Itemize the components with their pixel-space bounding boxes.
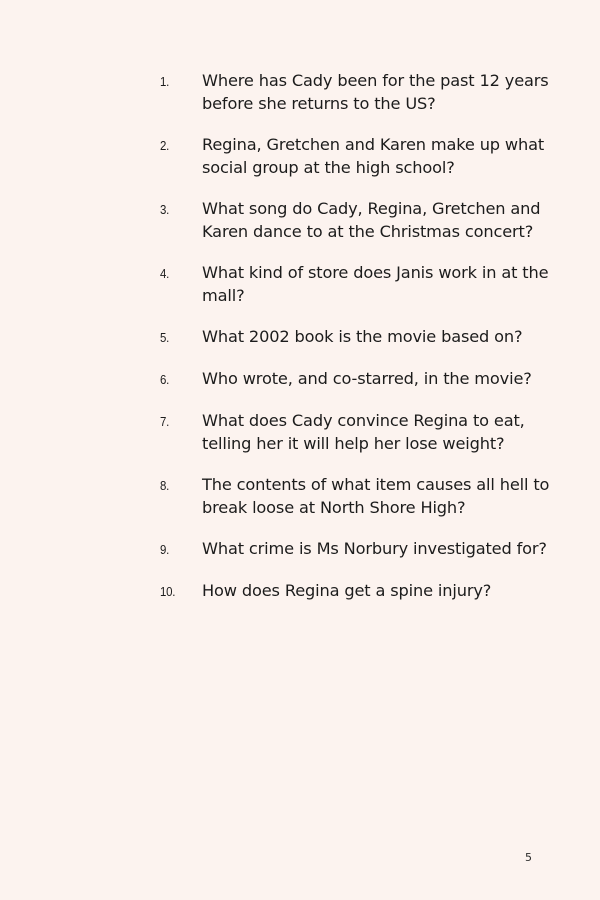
question-text: The contents of what item causes all hell to break loose at North Shore High?	[202, 475, 550, 517]
question-item	[160, 410, 550, 455]
question-item	[160, 580, 550, 603]
question-text: Who wrote, and co-starred, in the movie?	[202, 369, 532, 388]
question-text: Regina, Gretchen and Karen make up what social group at the high school?	[202, 135, 545, 177]
question-text: What does Cady convince Regina to eat, telling her it will help her lose weight?	[202, 411, 525, 453]
question-number: 1.	[160, 74, 170, 89]
question-text: Where has Cady been for the past 12 years before she returns to the US?	[202, 71, 549, 113]
question-list	[160, 70, 550, 622]
question-number: 8.	[160, 478, 170, 493]
question-item	[160, 368, 550, 391]
question-item	[160, 70, 550, 115]
question-item	[160, 134, 550, 179]
question-number: 7.	[160, 414, 170, 429]
question-number: 3.	[160, 202, 170, 217]
question-text: How does Regina get a spine injury?	[202, 581, 492, 600]
question-number: 9.	[160, 542, 170, 557]
question-text: What 2002 book is the movie based on?	[202, 327, 523, 346]
question-number: 6.	[160, 372, 170, 387]
question-text: What kind of store does Janis work in at the mall?	[202, 263, 549, 305]
question-text: What song do Cady, Regina, Gretchen and Karen dance to at the Christmas concert?	[202, 199, 541, 241]
question-number: 2.	[160, 138, 170, 153]
question-item	[160, 538, 550, 561]
question-item	[160, 326, 550, 349]
question-number: 4.	[160, 266, 170, 281]
question-item	[160, 474, 550, 519]
question-number: 5.	[160, 330, 170, 345]
page-number: 5	[525, 851, 532, 864]
question-text: What crime is Ms Norbury investigated for?	[202, 539, 547, 558]
question-number: 10.	[160, 584, 176, 599]
question-item	[160, 262, 550, 307]
question-item	[160, 198, 550, 243]
